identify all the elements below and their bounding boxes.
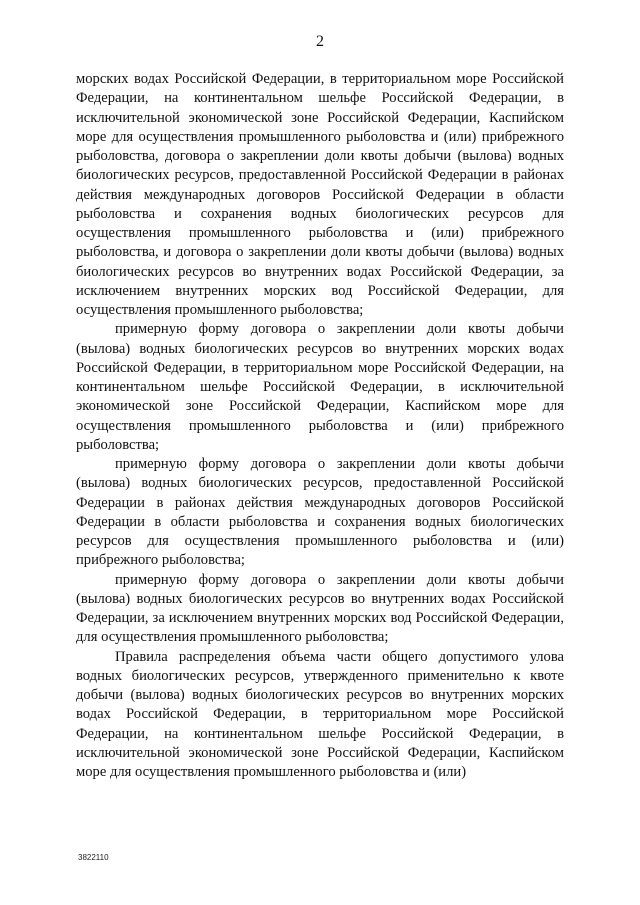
document-code: 3822110 — [78, 853, 109, 862]
paragraph-distribution-rules: Правила распределения объема части общего допустимого улова водных биологических ресурсов, утвержденного применительно к квоте добычи (вылова) водных биологических ресурсов во внутренних морских водах Российской Федерации, в территориальном море Российской Федерации, на континентальном шельфе Российской Федерации, в исключительной экономической зоне Российской Федерации, Каспийском море для осуществления промышленного рыболовства и (или) — [76, 648, 564, 780]
document-body — [76, 70, 564, 782]
page-number: 2 — [316, 33, 324, 50]
paragraph-form-internal-waters: примерную форму договора о закреплении доли квоты добычи (вылова) водных биологических ресурсов во внутренних водах Российской Федерации, за исключением внутренних морских вод Российской Федерации, для осуществления промышленного рыболовства; — [76, 571, 564, 646]
paragraph-continued: морских водах Российской Федерации, в территориальном море Российской Федерации, на континентальном шельфе Российской Федерации, в исключительной экономической зоне Российской Федерации, Каспийском море для осуществления промышленного рыболовства и (или) прибрежного рыболовства, договора о закреплении доли квоты добычи (вылова) водных биологических ресурсов, предоставленной Российской Федерации в районах действия международных договоров Российской Федерации в области рыболовства и сохранения водных биологических ресурсов для осуществления промышленного рыболовства и (или) прибрежного рыболовства, и договора о закреплении доли квоты добычи (вылова) водных биологических ресурсов во внутренних водах Российской Федерации, за исключением внутренних морских вод Российской Федерации, для осуществления промышленного рыболовства; — [76, 71, 564, 318]
paragraph-form-international: примерную форму договора о закреплении доли квоты добычи (вылова) водных биологических ресурсов, предоставленной Российской Федерации в районах действия международных договоров Российской Федерации в области рыболовства и сохранения водных биологических ресурсов для осуществления промышленного рыболовства и (или) прибрежного рыболовства; — [76, 456, 564, 569]
paragraph-form-internal-marine: примерную форму договора о закреплении доли квоты добычи (вылова) водных биологических ресурсов во внутренних морских водах Российской Федерации, в территориальном море Российской Федерации, на континентальном шельфе Российской Федерации, в исключительной экономической зоне Российской Федерации, Каспийском море для осуществления промышленного рыболовства и (или) прибрежного рыболовства; — [76, 321, 564, 453]
